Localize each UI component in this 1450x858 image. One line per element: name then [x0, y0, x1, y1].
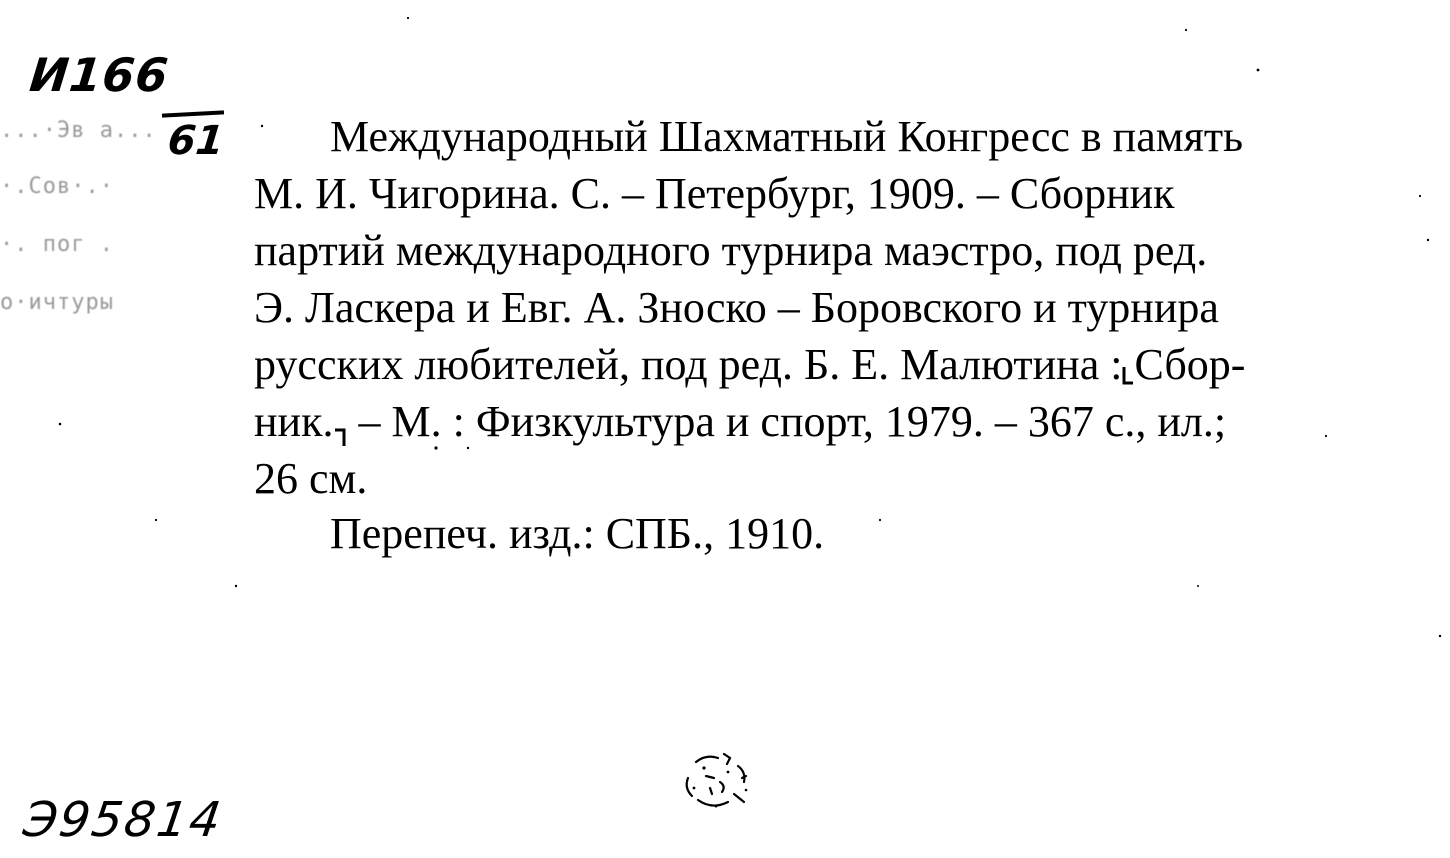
inventory-number: Э95814	[20, 792, 227, 848]
faint-stamp-icon	[676, 748, 762, 818]
entry-line: Международный Шахматный Конгресс в память	[330, 112, 1244, 161]
bleed-line: ·.Сов·.·	[0, 174, 114, 199]
entry-line: 26 см.	[254, 454, 368, 503]
shelfmark-code: И166	[27, 48, 172, 102]
entry-line: М. И. Чигорина. С. – Петербург, 1909. – Сборник	[254, 169, 1175, 218]
entry-line: Э. Ласкера и Евг. А. Зноско – Боровского и турнира	[254, 283, 1219, 332]
bleed-line: о·ичтуры	[0, 290, 114, 315]
entry-line: партий международного турнира маэстро, под ред.	[254, 226, 1208, 275]
bleed-line: ...·Эв а...	[0, 118, 157, 143]
entry-line-part: Сбор-	[1134, 340, 1246, 389]
left-bracket-icon	[1122, 349, 1134, 389]
entry-line	[254, 393, 1394, 450]
entry-line	[254, 336, 1394, 393]
right-bracket-icon	[333, 406, 347, 446]
bleed-through-text	[0, 118, 215, 328]
entry-line-part: ник.	[254, 397, 334, 446]
entry-line-part: русских любителей, под ред. Б. Е. Малютина :	[254, 340, 1123, 389]
bleed-line: ·. пог .	[0, 232, 114, 257]
shelfmark-fraction-bar	[162, 110, 224, 117]
shelfmark-sub: 61	[165, 118, 227, 164]
bibliographic-entry	[254, 108, 1394, 507]
entry-line-part: – М. : Физкультура и спорт, 1979. – 367 с., ил.;	[347, 397, 1227, 446]
reprint-note: Перепеч. изд.: СПБ., 1910.	[330, 509, 825, 558]
